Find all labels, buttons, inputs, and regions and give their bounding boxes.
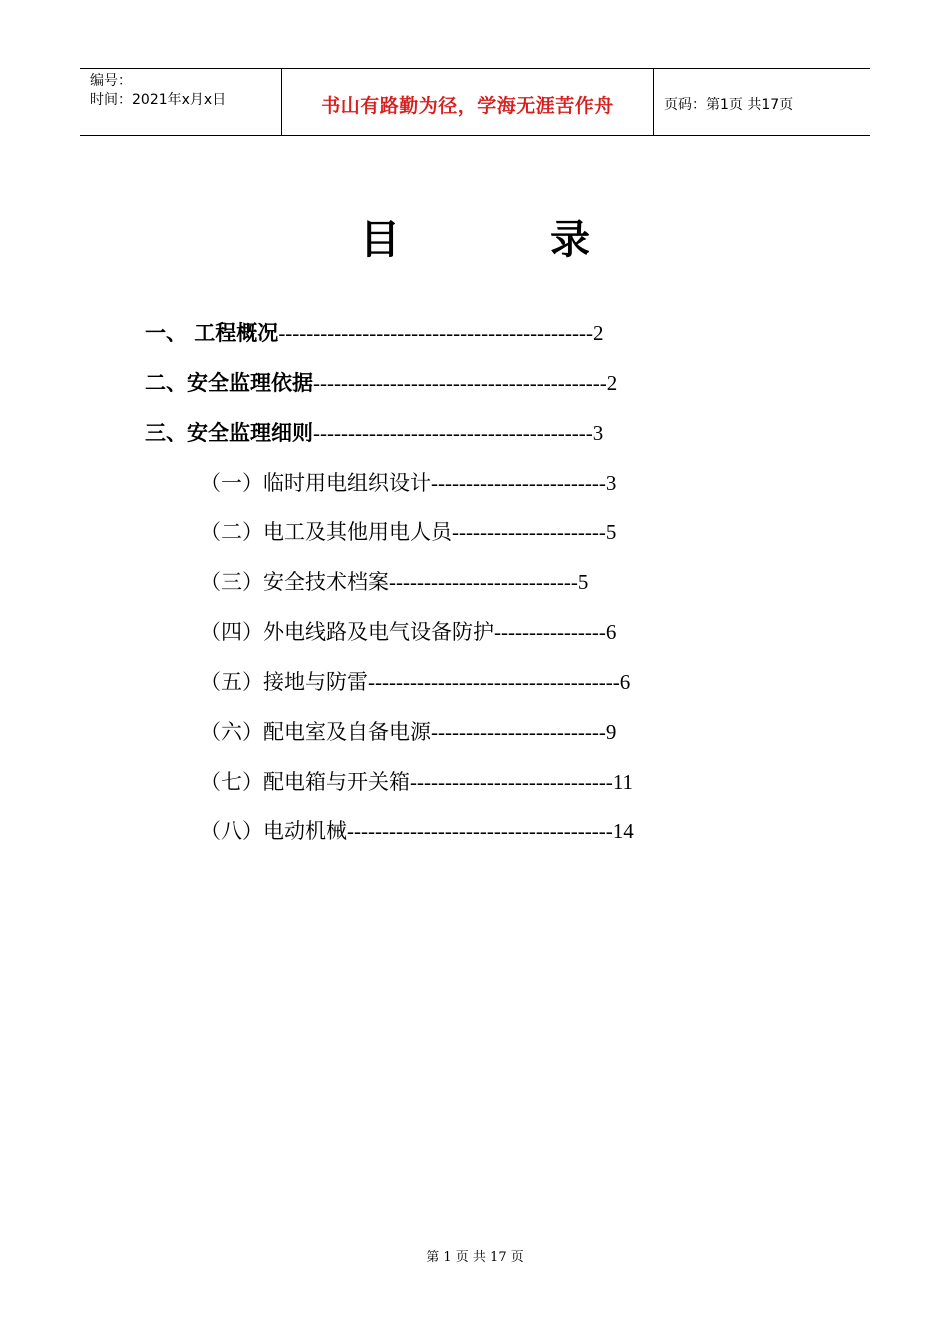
toc-leader: --------------------------- [389, 570, 578, 594]
toc-leader: --------------------------------------------- [278, 321, 594, 345]
page-info: 页码：第1页 共17页 [664, 97, 794, 113]
toc-page-number: 6 [605, 620, 617, 644]
toc-leader: -------------------------------------- [347, 819, 613, 843]
toc-entry[interactable] [145, 318, 604, 348]
toc-page-number: 9 [605, 720, 617, 744]
header-page-cell [654, 69, 870, 135]
document-header [80, 68, 870, 136]
toc-page-number: 5 [577, 570, 589, 594]
date-label: 时间：2021年x月x日 [90, 92, 227, 108]
toc-title [0, 208, 950, 265]
motto-text: 书山有路勤为径，学海无涯苦作舟 [321, 94, 614, 117]
toc-entry-label: （五）接地与防雷 [200, 670, 368, 694]
toc-entry[interactable] [200, 717, 616, 747]
toc-entry[interactable] [200, 767, 633, 797]
code-label: 编号： [90, 73, 132, 89]
header-meta-cell [80, 69, 282, 135]
toc-entry[interactable] [145, 418, 603, 448]
toc-page-number: 6 [619, 670, 631, 694]
toc-entry-label: （一）临时用电组织设计 [200, 471, 431, 495]
toc-entry-label: （七）配电箱与开关箱 [200, 770, 410, 794]
toc-entry[interactable] [200, 667, 630, 697]
toc-entry-label: 二、安全监理依据 [145, 371, 313, 395]
toc-page-number: 11 [612, 770, 634, 794]
toc-page-number: 2 [606, 371, 618, 395]
toc-leader: ---------------------- [452, 520, 606, 544]
toc-leader: ------------------------------------ [368, 670, 620, 694]
header-motto-cell [282, 69, 654, 135]
toc-page-number: 2 [593, 321, 604, 345]
toc-leader: ---------------- [494, 620, 606, 644]
toc-page-number: 3 [592, 421, 604, 445]
toc-entry-label: 一、 工程概况 [145, 321, 279, 345]
toc-page-number: 5 [605, 520, 617, 544]
toc-title-char-2: 录 [550, 217, 590, 263]
toc-entry-label: （八）电动机械 [200, 819, 347, 843]
toc-leader: ------------------------------------------ [313, 371, 607, 395]
toc-leader: ----------------------------- [410, 770, 613, 794]
toc-entry[interactable] [200, 567, 588, 597]
toc-leader: ------------------------- [431, 471, 606, 495]
toc-leader: ------------------------- [431, 720, 606, 744]
toc-entry-label: （二）电工及其他用电人员 [200, 520, 452, 544]
toc-page-number: 14 [612, 819, 634, 843]
toc-entry-label: （三）安全技术档案 [200, 570, 389, 594]
toc-entry-label: （四）外电线路及电气设备防护 [200, 620, 494, 644]
toc-page-number: 3 [605, 471, 617, 495]
toc-entry[interactable] [200, 468, 616, 498]
toc-entry[interactable] [200, 517, 616, 547]
page-footer: 第 1 页 共 17 页 [426, 1250, 524, 1265]
toc-title-char-1: 目 [360, 217, 400, 263]
toc-entry-label: （六）配电室及自备电源 [200, 720, 431, 744]
toc-entry[interactable] [145, 368, 617, 398]
toc-entry-label: 三、安全监理细则 [145, 421, 313, 445]
toc-entry[interactable] [200, 816, 634, 846]
toc-entry[interactable] [200, 617, 616, 647]
toc-leader: ---------------------------------------- [313, 421, 593, 445]
